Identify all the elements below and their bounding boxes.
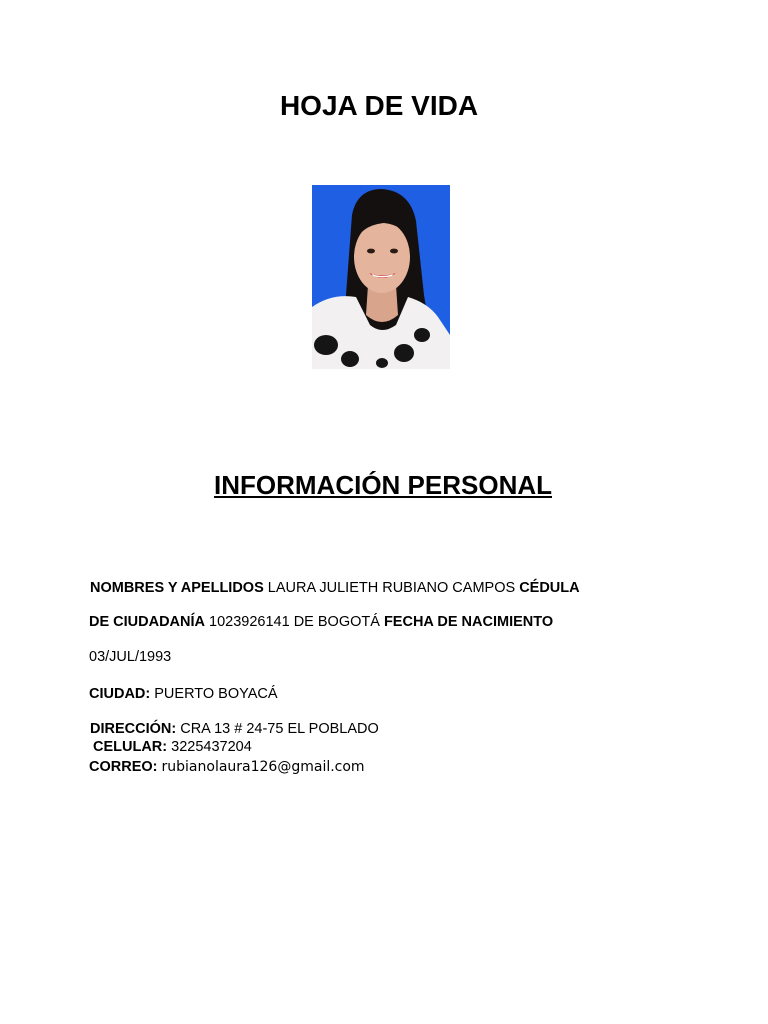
city-label: CIUDAD: <box>89 686 151 702</box>
email-value: rubianolaura126@gmail.com <box>161 759 365 775</box>
city-line <box>89 686 278 702</box>
birth-value: 03/JUL/1993 <box>89 649 172 665</box>
names-value: LAURA JULIETH RUBIANO CAMPOS <box>267 580 516 596</box>
page-title: HOJA DE VIDA <box>279 90 479 121</box>
birth-line <box>89 649 171 665</box>
phone-value: 3225437204 <box>171 739 252 755</box>
birth-label: FECHA DE NACIMIENTO <box>383 614 554 630</box>
phone-line <box>93 739 252 755</box>
id-value: 1023926141 DE BOGOTÁ <box>209 614 380 630</box>
profile-photo <box>312 185 450 369</box>
address-line <box>90 721 379 737</box>
names-line <box>90 580 580 596</box>
section-title: INFORMACIÓN PERSONAL <box>214 470 552 500</box>
id-label-part1: CÉDULA <box>519 580 580 596</box>
email-label: CORREO: <box>89 759 158 775</box>
id-label-part2: DE CIUDADANÍA <box>89 614 205 630</box>
phone-label: CELULAR: <box>93 739 168 755</box>
email-line <box>89 759 365 775</box>
address-value: CRA 13 # 24-75 EL POBLADO <box>180 721 379 737</box>
names-label: NOMBRES Y APELLIDOS <box>90 580 264 596</box>
address-label: DIRECCIÓN: <box>90 721 177 737</box>
id-line <box>89 614 553 630</box>
city-value: PUERTO BOYACÁ <box>154 686 278 702</box>
